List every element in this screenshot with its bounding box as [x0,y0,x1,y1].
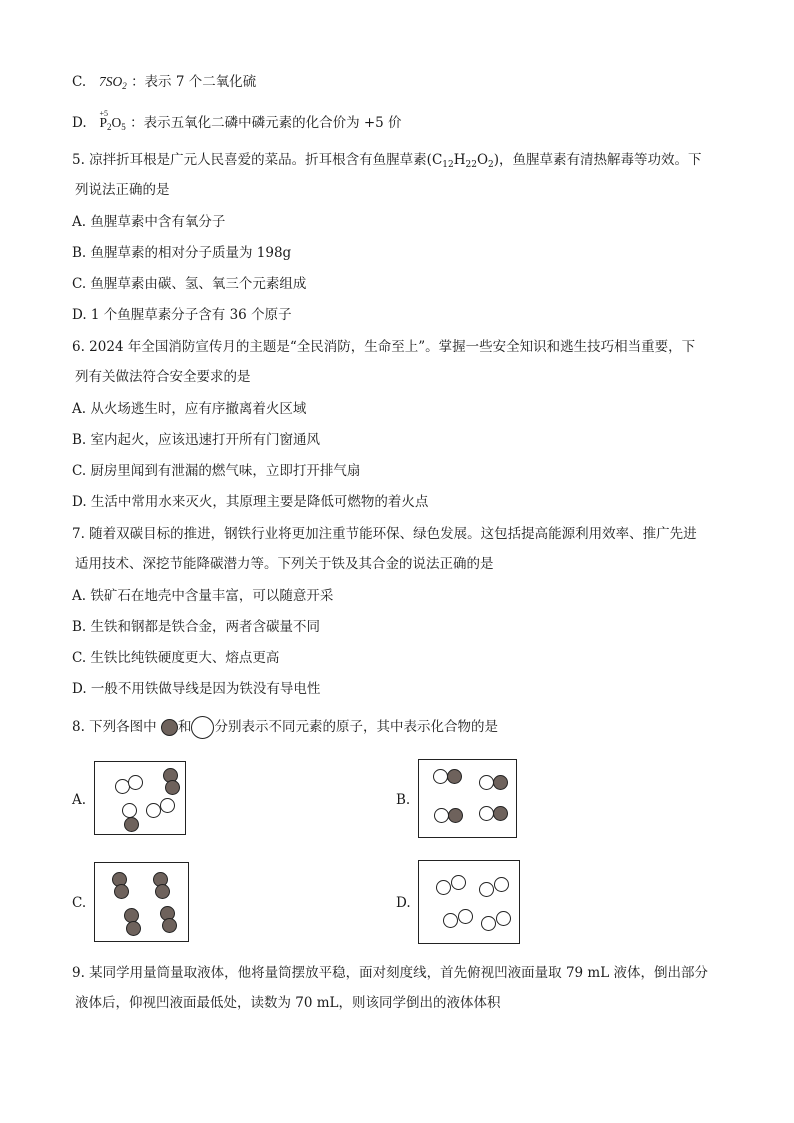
q8-option-d-label: D. [396,895,411,911]
p2o5-formula: +5 $P_2O_5$ [99,109,126,132]
dark-atom-icon [493,775,508,790]
q8-diagram-b [418,759,517,838]
q4-option-d: D. +5 $P_2O_5$ ：表示五氧化二磷中磷元素的化合价为 +5 价 [72,113,402,137]
dark-atom-icon [126,921,141,936]
light-atom-icon [451,875,466,890]
light-atom-icon [481,916,496,931]
q6-stem-line1: 6. 2024 年全国消防宣传月的主题是“全民消防，生命至上”。掌握一些安全知识和逃生技巧相当重要，下 [72,339,696,355]
q8-diagram-a [94,761,186,835]
light-atom-icon [128,775,143,790]
q8-diagram-c [94,862,189,942]
q7-stem-line1: 7. 随着双碳目标的推进，钢铁行业将更加注重节能环保、绿色发展。这包括提高能源利用效率、推广先进 [72,526,697,542]
q5-option-d: D. 1 个鱼腥草素分子含有 36 个原子 [72,307,292,323]
light-atom-icon [458,909,473,924]
light-atom-icon [434,808,449,823]
dark-atom-icon [124,817,139,832]
q6-option-c: C. 厨房里闻到有泄漏的燃气味，立即打开排气扇 [72,463,361,479]
q5-stem-line1: 5. 凉拌折耳根是广元人民喜爱的菜品。折耳根含有鱼腥草素$(C_{12}H_{22}O_2)$，鱼腥草素有清热解毒等功效。下 [72,152,702,170]
q6-stem-line2: 列有关做法符合安全要求的是 [75,369,251,385]
light-atom-icon [146,803,161,818]
dark-atom-icon [162,918,177,933]
q8-option-c-label: C. [72,895,87,911]
light-atom-icon [191,716,214,739]
q7-stem-line2: 适用技术、深挖节能降碳潜力等。下列关于铁及其合金的说法正确的是 [75,556,494,572]
dark-atom-icon [114,884,129,899]
q4-option-c: C. $7SO_2$ ：表示 7 个二氧化硫 [72,74,257,91]
q6-option-d: D. 生活中常用水来灭火，其原理主要是降低可燃物的着火点 [72,494,429,510]
light-atom-icon [479,806,494,821]
so2-formula: $7SO_2$ [99,74,127,91]
light-atom-icon [479,882,494,897]
q7-option-b: B. 生铁和钢都是铁合金，两者含碳量不同 [72,619,321,635]
q7-option-a: A. 铁矿石在地壳中含量丰富，可以随意开采 [72,588,334,604]
light-atom-icon [494,877,509,892]
dark-atom-icon [447,769,462,784]
q7-option-c: C. 生铁比纯铁硬度更大、熔点更高 [72,650,280,666]
light-atom-icon [479,775,494,790]
light-atom-icon [496,911,511,926]
q8-diagram-d [418,860,520,944]
dark-atom-icon [165,780,180,795]
q8-stem: 8. 下列各图中 和 分别表示不同元素的原子，其中表示化合物的是 [72,716,498,739]
dark-atom-icon [155,884,170,899]
q6-option-b: B. 室内起火，应该迅速打开所有门窗通风 [72,432,321,448]
light-atom-icon [122,803,137,818]
q6-option-a: A. 从火场逃生时，应有序撤离着火区域 [72,401,307,417]
dark-atom-icon [161,719,178,736]
q5-option-b: B. 鱼腥草素的相对分子质量为 198g [72,245,292,261]
dark-atom-icon [493,806,508,821]
q8-option-b-label: B. [396,792,411,808]
q5-option-c: C. 鱼腥草素由碳、氢、氧三个元素组成 [72,276,307,292]
light-atom-icon [436,880,451,895]
light-atom-icon [433,769,448,784]
dark-atom-icon [448,808,463,823]
q7-option-d: D. 一般不用铁做导线是因为铁没有导电性 [72,681,321,697]
q5-option-a: A. 鱼腥草素中含有氧分子 [72,214,226,230]
q9-stem-line1: 9. 某同学用量筒量取液体，他将量筒摆放平稳，面对刻度线，首先俯视凹液面量取 79 mL 液体，倒出部分 [72,965,708,981]
light-atom-icon [160,798,175,813]
q5-stem-line2: 列说法正确的是 [75,182,170,198]
q8-option-a-label: A. [72,792,87,808]
light-atom-icon [443,913,458,928]
q9-stem-line2: 液体后，仰视凹液面最低处，读数为 70 mL，则该同学倒出的液体体积 [75,995,501,1011]
